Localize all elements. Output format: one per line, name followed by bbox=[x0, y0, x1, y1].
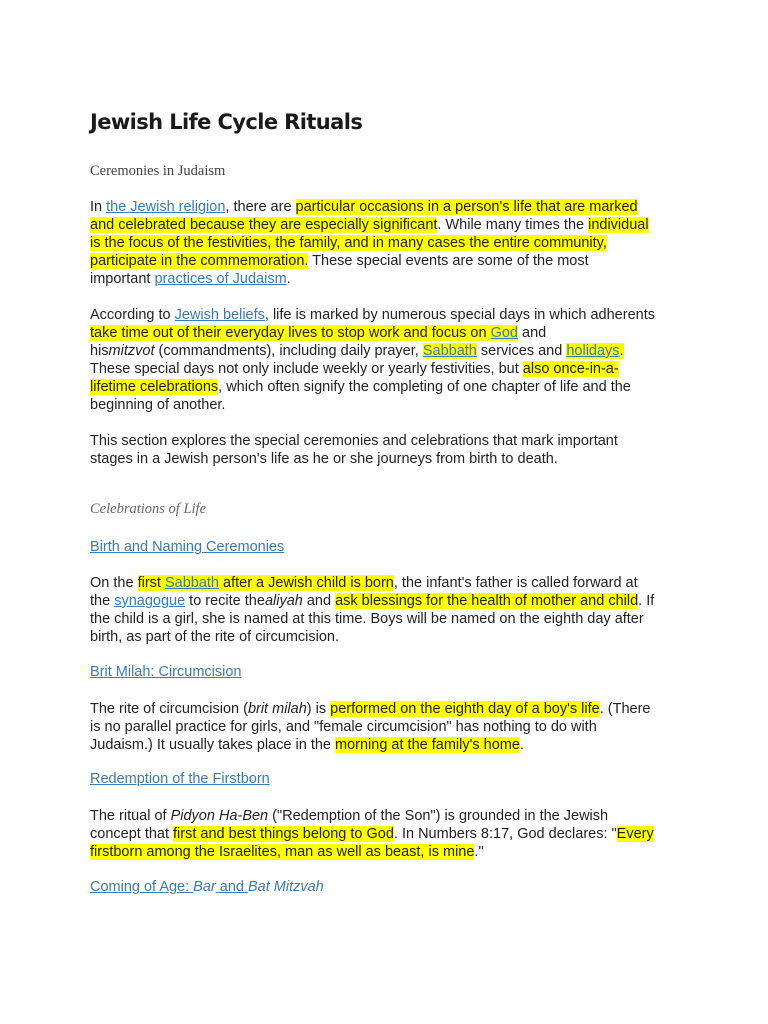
text-line bbox=[90, 360, 690, 378]
highlight: is the focus of the festivities, the family, and in many cases the entire community, bbox=[90, 235, 607, 251]
text: These special days not only include weekly or yearly festivities, but bbox=[90, 361, 523, 377]
link-text: Brit Milah: Circumcision bbox=[90, 664, 242, 680]
text: , the infant's father is called forward at bbox=[393, 575, 638, 591]
text-line bbox=[90, 843, 690, 861]
link-text: and bbox=[215, 879, 248, 895]
text-line: This section explores the special ceremonies and celebrations that mark important bbox=[90, 433, 618, 449]
highlight: participate in the commemoration. bbox=[90, 253, 309, 269]
text: ." bbox=[474, 844, 484, 860]
link-text-italic: Bat Mitzvah bbox=[248, 879, 324, 895]
text: According to bbox=[90, 307, 175, 323]
text-line bbox=[90, 216, 690, 234]
text-line bbox=[90, 700, 690, 718]
highlight: particular occasions in a person's life that are marked bbox=[295, 199, 638, 215]
birth-paragraph bbox=[90, 574, 690, 646]
text: In bbox=[90, 199, 107, 215]
page-subtitle: Ceremonies in Judaism bbox=[90, 163, 226, 179]
text-line bbox=[90, 807, 690, 825]
italic-text: Pidyon Ha-Ben bbox=[170, 808, 269, 824]
highlight: Every bbox=[616, 826, 654, 842]
link-coming-of-age[interactable] bbox=[90, 879, 324, 895]
beliefs-paragraph bbox=[90, 306, 690, 414]
text: Judaism.) It usually takes place in the bbox=[90, 737, 336, 753]
italic-text: aliyah bbox=[264, 593, 303, 609]
text-line bbox=[90, 324, 690, 342]
highlight: . bbox=[619, 343, 624, 359]
link-practices-of-judaism[interactable]: practices of Judaism bbox=[154, 271, 287, 287]
text: . bbox=[286, 271, 291, 287]
text-line: is no parallel practice for girls, and "female circumcision" has nothing to do with bbox=[90, 719, 597, 735]
highlight: after a Jewish child is born bbox=[218, 575, 394, 591]
link-god[interactable]: God bbox=[490, 325, 518, 341]
link-text: Redemption of the Firstborn bbox=[90, 771, 270, 787]
text-line bbox=[90, 574, 690, 592]
highlight: lifetime celebrations bbox=[90, 379, 219, 395]
circumcision-paragraph bbox=[90, 700, 690, 754]
link-birth-and-naming[interactable] bbox=[90, 539, 284, 555]
highlight: individual bbox=[588, 217, 649, 233]
text: . If bbox=[638, 593, 655, 609]
text: The rite of circumcision ( bbox=[90, 701, 248, 717]
text: (commandments), including daily prayer, bbox=[154, 343, 423, 359]
text: and bbox=[517, 325, 547, 341]
highlight: and celebrated because they are especially significant bbox=[90, 217, 438, 233]
text-line: stages in a Jewish person's life as he or she journeys from birth to death. bbox=[90, 451, 558, 467]
text-line bbox=[90, 342, 690, 360]
text: his bbox=[90, 343, 109, 359]
link-text-italic: Bar bbox=[193, 879, 216, 895]
page-title: Jewish Life Cycle Rituals bbox=[90, 110, 363, 134]
text-line bbox=[90, 825, 690, 843]
text: important bbox=[90, 271, 155, 287]
text: . bbox=[519, 737, 524, 753]
text: These special events are some of the most bbox=[308, 253, 589, 269]
highlight: firstborn among the Israelites, man as well as beast, is mine bbox=[90, 844, 475, 860]
text-line bbox=[90, 306, 690, 324]
text: . In Numbers 8:17, God declares: " bbox=[393, 826, 617, 842]
highlight: also once-in-a- bbox=[522, 361, 619, 377]
italic-text: brit milah bbox=[247, 701, 307, 717]
italic-text: mitzvot bbox=[108, 343, 155, 359]
link-redemption-firstborn[interactable] bbox=[90, 771, 270, 787]
highlight: take time out of their everyday lives to stop work and focus on bbox=[90, 325, 491, 341]
link-synagogue[interactable]: synagogue bbox=[114, 593, 186, 609]
text-line bbox=[90, 592, 690, 610]
redemption-paragraph bbox=[90, 807, 690, 861]
section-heading: Celebrations of Life bbox=[90, 501, 206, 517]
text-line bbox=[90, 198, 690, 216]
text-line bbox=[90, 396, 690, 414]
text-line bbox=[90, 252, 690, 270]
link-holidays[interactable]: holidays bbox=[566, 343, 620, 359]
highlight: first bbox=[137, 575, 165, 591]
highlight: morning at the family's home bbox=[335, 737, 520, 753]
section-intro-paragraph bbox=[90, 432, 690, 468]
text: . While many times the bbox=[437, 217, 589, 233]
text: concept that bbox=[90, 826, 174, 842]
link-text: Coming of Age: bbox=[90, 879, 194, 895]
intro-paragraph bbox=[90, 198, 690, 288]
text: beginning of another. bbox=[90, 397, 226, 413]
text: . (There bbox=[599, 701, 651, 717]
text: and bbox=[302, 593, 336, 609]
text-line bbox=[90, 234, 690, 252]
highlight: performed on the eighth day of a boy's life bbox=[330, 701, 600, 717]
text-line bbox=[90, 378, 690, 396]
text: , which often signify the completing of one chapter of life and the bbox=[218, 379, 631, 395]
text: the bbox=[90, 593, 115, 609]
text-line bbox=[90, 270, 690, 288]
link-sabbath[interactable]: Sabbath bbox=[164, 575, 219, 591]
link-jewish-religion[interactable]: the Jewish religion bbox=[106, 199, 226, 215]
link-brit-milah[interactable] bbox=[90, 664, 241, 680]
link-jewish-beliefs[interactable]: Jewish beliefs bbox=[174, 307, 265, 323]
text-line: birth, as part of the rite of circumcision. bbox=[90, 629, 340, 645]
highlight: ask blessings for the health of mother and child bbox=[335, 593, 639, 609]
link-sabbath[interactable]: Sabbath bbox=[422, 343, 477, 359]
text-line: the child is a girl, she is named at this time. Boys will be named on the eighth day after bbox=[90, 611, 644, 627]
text: ("Redemption of the Son") is grounded in the Jewish bbox=[268, 808, 609, 824]
text: , there are bbox=[225, 199, 296, 215]
text: ) is bbox=[306, 701, 331, 717]
text: services and bbox=[476, 343, 567, 359]
text: to recite the bbox=[185, 593, 265, 609]
link-text: Birth and Naming Ceremonies bbox=[90, 539, 285, 555]
text: On the bbox=[90, 575, 138, 591]
text-line bbox=[90, 736, 690, 754]
highlight: first and best things belong to God bbox=[173, 826, 394, 842]
text: , life is marked by numerous special days in which adherents bbox=[264, 307, 655, 323]
text: The ritual of bbox=[90, 808, 171, 824]
